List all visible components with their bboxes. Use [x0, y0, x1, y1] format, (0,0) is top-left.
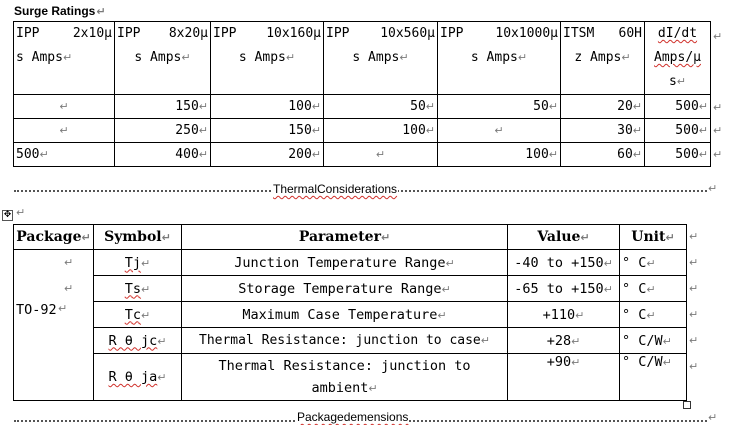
value-cell: -40 to +150↵ — [508, 250, 620, 276]
surge-header-cell: IPP 2x10μ s Amps↵ — [14, 22, 115, 95]
surge-cell: 100↵ — [438, 143, 561, 167]
parameter-cell: Maximum Case Temperature↵ — [182, 302, 508, 328]
unit-cell: ° C↵ — [620, 250, 687, 276]
surge-cell: 400↵ — [115, 143, 211, 167]
surge-cell: 150↵ — [211, 119, 324, 143]
paragraph-mark: ↵ — [64, 282, 74, 295]
row-end-mark: ↵ — [713, 148, 723, 161]
table-resize-handle[interactable] — [683, 401, 691, 409]
surge-cell: ↵ — [438, 119, 561, 143]
surge-cell: ↵ — [324, 143, 438, 167]
surge-cell: 30↵ — [561, 119, 645, 143]
header-value: Value↵ — [508, 225, 620, 250]
surge-cell: ↵ — [14, 95, 115, 119]
surge-ratings-heading — [14, 4, 106, 18]
header-symbol: Symbol↵ — [94, 225, 182, 250]
surge-cell: 500↵ — [645, 119, 711, 143]
parameter-cell: Storage Temperature Range↵ — [182, 276, 508, 302]
table-move-handle-icon[interactable]: ✥ — [3, 210, 12, 220]
package-cell — [14, 250, 94, 401]
surge-ratings-table — [13, 21, 711, 167]
row-end-mark: ↵ — [713, 30, 723, 43]
row-end-mark: ↵ — [689, 256, 699, 269]
table-row — [14, 328, 687, 354]
surge-cell: 50↵ — [438, 95, 561, 119]
header-unit: Unit↵ — [620, 225, 687, 250]
row-end-mark: ↵ — [689, 308, 699, 321]
surge-data-row — [14, 143, 711, 167]
surge-header-row — [14, 22, 711, 95]
value-cell: +110↵ — [508, 302, 620, 328]
surge-ratings-title: Surge Ratings — [14, 4, 96, 18]
paragraph-mark: ↵ — [708, 411, 718, 424]
row-end-mark: ↵ — [689, 230, 699, 243]
parameter-cell: Thermal Resistance: junction to case↵ — [182, 328, 508, 354]
surge-header-cell: IPP 8x20μ s Amps↵ — [115, 22, 211, 95]
surge-header-cell: IPP 10x160μ s Amps↵ — [211, 22, 324, 95]
surge-cell: 60↵ — [561, 143, 645, 167]
header-parameter: Parameter↵ — [182, 225, 508, 250]
surge-cell: 500↵ — [645, 143, 711, 167]
surge-cell: 50↵ — [324, 95, 438, 119]
surge-cell: 100↵ — [324, 119, 438, 143]
paragraph-mark: ↵ — [708, 182, 718, 195]
unit-cell: ° C↵ — [620, 302, 687, 328]
table-row — [14, 354, 687, 401]
surge-cell: 20↵ — [561, 95, 645, 119]
surge-cell: 500↵ — [645, 95, 711, 119]
surge-data-row — [14, 95, 711, 119]
table-row — [14, 250, 687, 276]
row-end-mark: ↵ — [689, 334, 699, 347]
surge-cell: 200↵ — [211, 143, 324, 167]
value-cell: +28↵ — [508, 328, 620, 354]
surge-cell: 250↵ — [115, 119, 211, 143]
unit-cell: ° C/W↵ — [620, 328, 687, 354]
symbol-cell: Ts↵ — [94, 276, 182, 302]
thermal-considerations-heading: ThermalConsiderations — [273, 182, 398, 196]
surge-header-cell: IPP 10x1000μ s Amps↵ — [438, 22, 561, 95]
symbol-cell: R θ ja↵ — [94, 354, 182, 401]
package-name: TO-92 — [16, 302, 57, 318]
surge-cell: 500↵ — [14, 143, 115, 167]
thermal-table — [13, 224, 687, 401]
paragraph-mark: ↵ — [58, 302, 68, 315]
surge-cell: 100↵ — [211, 95, 324, 119]
row-end-mark: ↵ — [689, 282, 699, 295]
paragraph-mark: ↵ — [96, 5, 106, 18]
value-cell: -65 to +150↵ — [508, 276, 620, 302]
row-end-mark: ↵ — [689, 360, 699, 373]
thermal-header-row — [14, 225, 687, 250]
unit-cell: ° C↵ — [620, 276, 687, 302]
row-end-mark: ↵ — [713, 124, 723, 137]
surge-data-row — [14, 119, 711, 143]
value-cell: +90↵ — [508, 354, 620, 401]
surge-header-cell: IPP 10x560μ s Amps↵ — [324, 22, 438, 95]
paragraph-mark: ↵ — [16, 206, 26, 219]
parameter-cell: Thermal Resistance: junction to ambient↵ — [182, 354, 508, 401]
header-package: Package↵ — [14, 225, 94, 250]
paragraph-mark: ↵ — [64, 256, 74, 269]
package-dimensions-heading: Packagedemensions — [297, 410, 409, 424]
table-row — [14, 302, 687, 328]
surge-cell: ↵ — [14, 119, 115, 143]
table-row — [14, 276, 687, 302]
surge-header-cell: ITSM 60H z Amps↵ — [561, 22, 645, 95]
unit-cell: ° C/W↵ — [620, 354, 687, 401]
row-end-mark: ↵ — [713, 101, 723, 114]
surge-cell: 150↵ — [115, 95, 211, 119]
symbol-cell: Tj↵ — [94, 250, 182, 276]
symbol-cell: R θ jc↵ — [94, 328, 182, 354]
surge-header-cell: dI/dt Amps/μ s↵ — [645, 22, 711, 95]
symbol-cell: Tc↵ — [94, 302, 182, 328]
parameter-cell: Junction Temperature Range↵ — [182, 250, 508, 276]
